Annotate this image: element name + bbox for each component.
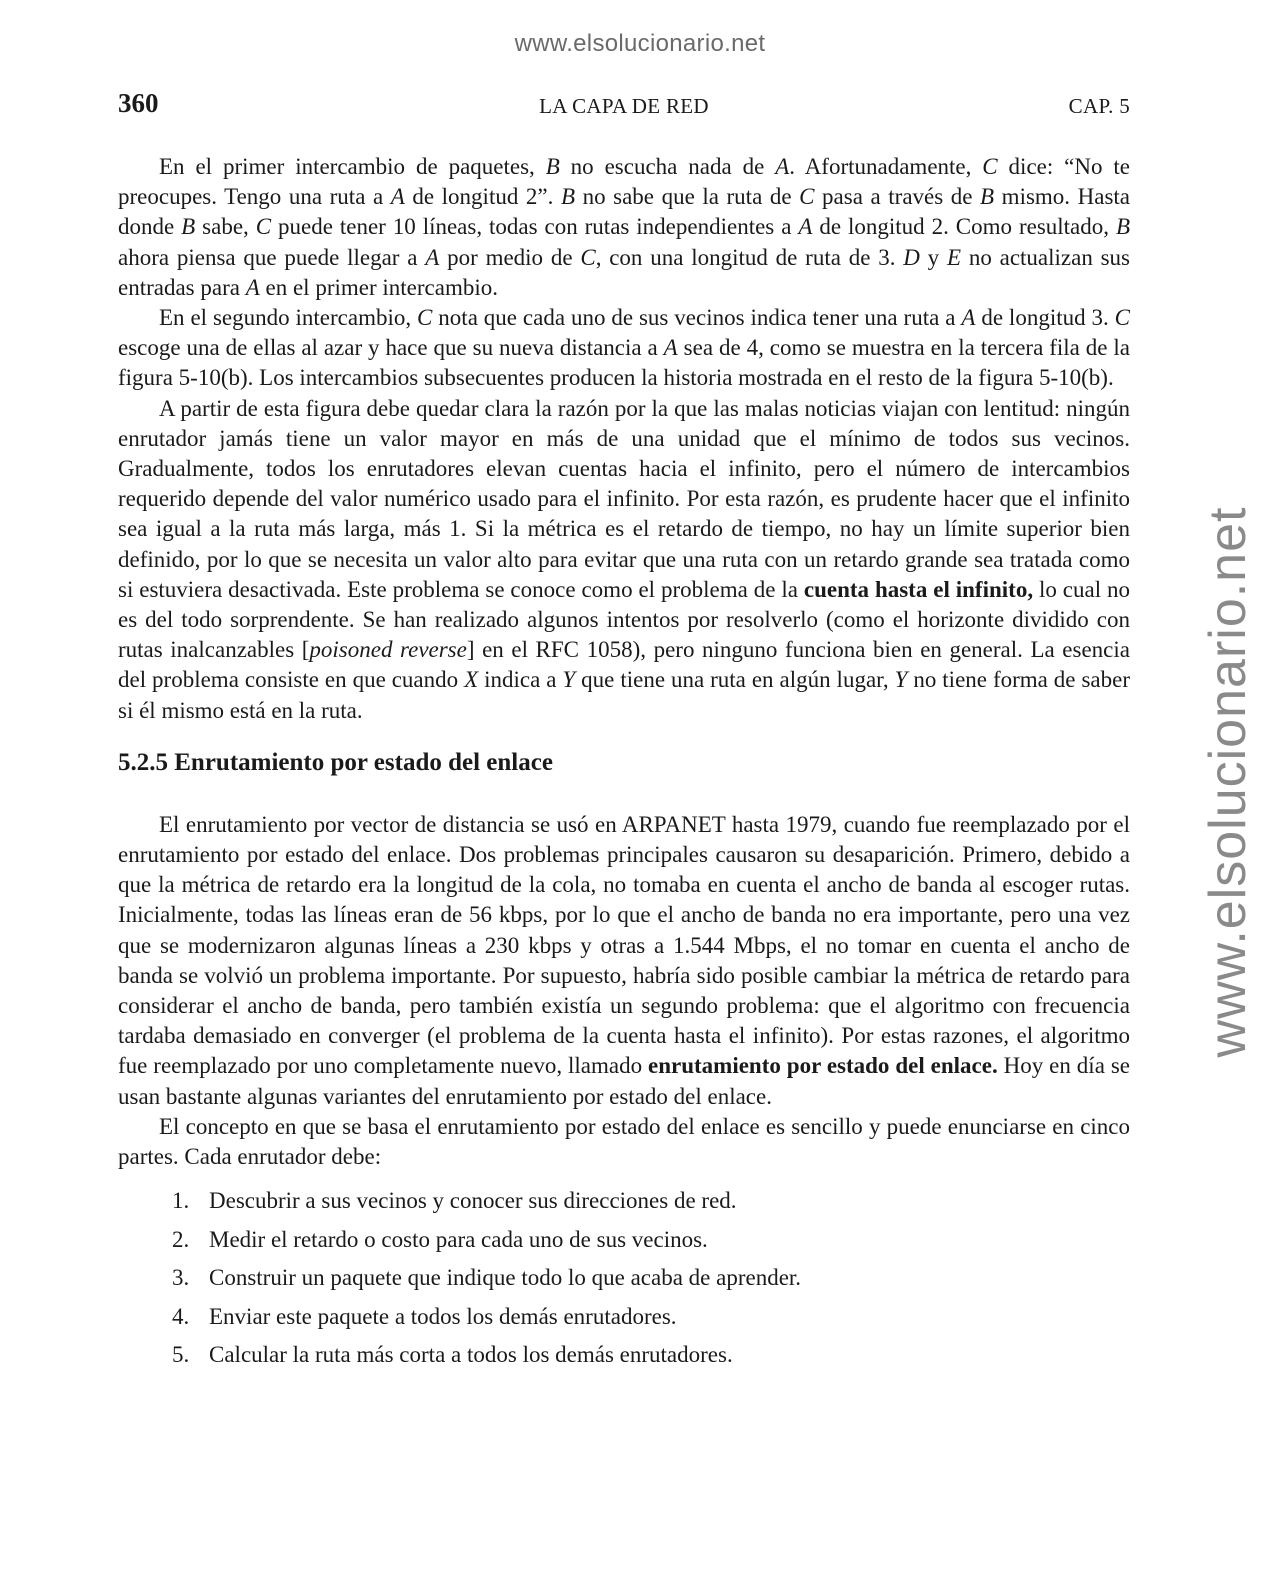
paragraph-concept: El concepto en que se basa el enrutamiento por estado del enlace es sencillo y puede enunciarse en cinco partes. Cada enrutador debe: xyxy=(118,1113,1130,1170)
chapter-title: LA CAPA DE RED xyxy=(539,94,709,118)
page-body xyxy=(118,152,1130,1379)
section-heading: 5.2.5 Enrutamiento por estado del enlace xyxy=(118,748,553,776)
term-count-to-infinity: cuenta hasta el infinito, xyxy=(803,576,1034,602)
steps-list xyxy=(118,1186,1130,1370)
paragraph-first-exchange: En el primer intercambio de paquetes, B no escucha nada de A. Afortunadamente, C dice: “No te preocupes. Tengo una ruta a A de longitud 2”. B no sabe que la ruta de C pasa a través de B mismo. Hasta donde B sabe, C puede tener 10 líneas, todas con rutas independientes a A de longitud 2. Como resultado, B ahora piensa que puede llegar a A por medio de C, con una longitud de ruta de 3. D y E no actualizan sus entradas para A en el primer intercambio. xyxy=(118,154,1131,300)
list-item: 2. Medir el retardo o costo para cada uno de sus vecinos. xyxy=(172,1226,708,1252)
list-item: 1. Descubrir a sus vecinos y conocer sus direcciones de red. xyxy=(172,1188,737,1214)
paragraph-arpanet-history: El enrutamiento por vector de distancia se usó en ARPANET hasta 1979, cuando fue reemplazado por el enrutamiento por estado del enlace. Dos problemas principales causaron su desaparición. Primero, debido a que la métrica de retardo era la longitud de la cola, no tomaba en cuenta el ancho de banda al escoger rutas. Inicialmente, todas las líneas eran de 56 kbps, por lo que el ancho de banda no era importante, pero una vez que se modernizaron algunas líneas a 230 kbps y otras a 1.544 Mbps, el no tomar en cuenta el ancho de banda se volvió un problema importante. Por supuesto, habría sido posible cambiar la métrica de retardo para considerar el ancho de banda, pero también existía un segundo problema: que el algoritmo con frecuencia tardaba demasiado en converger (el problema de la cuenta hasta el infinito). Por estas razones, el algoritmo fue reemplazado por uno completamente nuevo, llamado enrutamiento por estado del enlace. Hoy en día se usan bastante algunas variantes del enrutamiento por estado del enlace. xyxy=(118,811,1130,1109)
watermark-top: www.elsolucionario.net xyxy=(514,30,766,57)
watermark-side: www.elsolucionario.net xyxy=(1199,506,1257,1058)
page-number: 360 xyxy=(118,88,159,118)
list-item: 4. Enviar este paquete a todos los demás enrutadores. xyxy=(172,1303,677,1329)
paragraph-count-to-infinity: A partir de esta figura debe quedar clara la razón por la que las malas noticias viajan con lentitud: ningún enrutador jamás tiene un valor mayor en más de una unidad que el mínimo de todos sus vecinos. Gradualmente, todos los enrutadores elevan cuentas hacia el infinito, pero el número de intercambios requerido depende del valor numérico usado para el infinito. Por esta razón, es prudente hacer que el infinito sea igual a la ruta más larga, más 1. Si la métrica es el retardo de tiempo, no hay un límite superior bien definido, por lo que se necesita un valor alto para evitar que una ruta con un retardo grande sea tratada como si estuviera desactivada. Este problema se conoce como el problema de la cuenta hasta el infinito, lo cual no es del todo sorprendente. Se han realizado algunos intentos por resolverlo (como el horizonte dividido con rutas inalcanzables [poisoned reverse] en el RFC 1058), pero ninguno funciona bien en general. La esencia del problema consiste en que cuando X indica a Y que tiene una ruta en algún lugar, Y no tiene forma de saber si él mismo está en la ruta. xyxy=(118,395,1130,723)
paragraph-second-exchange: En el segundo intercambio, C nota que cada uno de sus vecinos indica tener una ruta a A de longitud 3. C escoge una de ellas al azar y hace que su nueva distancia a A sea de 4, como se muestra en la tercera fila de la figura 5-10(b). Los intercambios subsecuentes producen la historia mostrada en el resto de la figura 5-10(b). xyxy=(118,305,1131,391)
list-item: 5. Calcular la ruta más corta a todos los demás enrutadores. xyxy=(172,1342,733,1368)
chapter-label: CAP. 5 xyxy=(1068,94,1130,118)
list-item: 3. Construir un paquete que indique todo lo que acaba de aprender. xyxy=(172,1265,802,1291)
term-link-state-routing: enrutamiento por estado del enlace. xyxy=(648,1053,998,1079)
running-head xyxy=(118,88,1130,124)
